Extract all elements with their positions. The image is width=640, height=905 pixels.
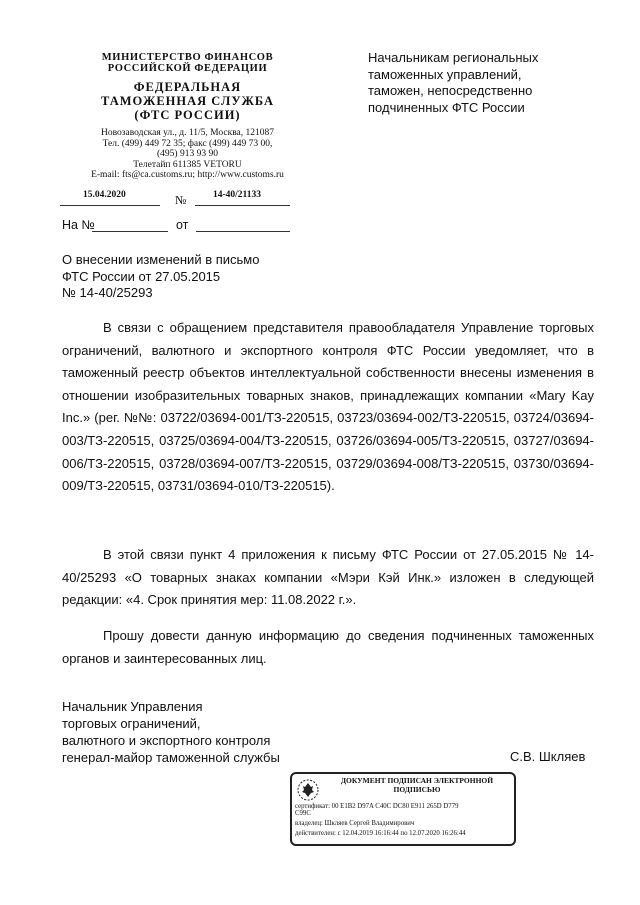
- addressee-line: Начальникам региональных: [368, 50, 539, 65]
- letterhead: [55, 52, 320, 181]
- body-paragraph-2: [62, 544, 594, 612]
- ref-label: На №: [62, 218, 95, 232]
- stamp-title-line: ПОДПИСЬЮ: [393, 785, 441, 794]
- stamp-title: [324, 776, 510, 794]
- paragraph-text: В связи с обращением представителя правообладателя Управление торговых ограничений, валютного и экспортного контроля ФТС России уведомляет, что в таможенный реестр объектов интеллектуальной собственности внесены изменения в отношении изобразительных товарных знаков, принадлежащих компании «Mary Kay Inc.» (рег. №№: 03722/03694-001/ТЗ-220515, 03723/03694-002/ТЗ-220515, 03724/03694-003/ТЗ-220515, 03725/03694-004/ТЗ-220515, 03726/03694-005/ТЗ-220515, 03727/03694-006/ТЗ-220515, 03728/03694-007/ТЗ-220515, 03729/03694-008/ТЗ-220515, 03730/03694-009/ТЗ-220515, 03731/03694-010/ТЗ-220515).: [62, 320, 594, 494]
- body-paragraph-1: [62, 317, 594, 498]
- stamp-certificate-cont: C99C: [295, 810, 311, 817]
- phone-line: Тел. (499) 449 72 35; факс (499) 449 73 00,: [102, 138, 273, 149]
- addressee-line: таможенных управлений,: [368, 66, 522, 82]
- address-block: [55, 128, 320, 181]
- signer-name: С.В. Шкляев: [510, 749, 586, 764]
- phone-line-2: (495) 913 93 90: [157, 149, 218, 159]
- addressee-line: подчиненных ФТС России: [368, 99, 525, 115]
- date-underline: [60, 205, 160, 206]
- subject-block: [62, 252, 342, 302]
- signature-title-line: Начальник Управления: [62, 699, 203, 714]
- stamp-title-line: ДОКУМЕНТ ПОДПИСАН ЭЛЕКТРОННОЙ: [340, 776, 494, 785]
- subject-line: ФТС России от 27.05.2015: [62, 268, 221, 284]
- service-line-1: ФЕДЕРАЛЬНАЯ: [133, 80, 242, 94]
- ministry-line-2: РОССИЙСКОЙ ФЕДЕРАЦИИ: [107, 63, 268, 74]
- ref-from-label: от: [176, 218, 189, 232]
- stamp-certificate: сертификат: 00 E1B2 D97A C40C DC80 E911 265D D779: [295, 803, 459, 810]
- subject-line: № 14-40/25293: [62, 285, 153, 300]
- signature-title-block: [62, 698, 342, 766]
- signature-title-line: валютного и экспортного контроля: [62, 733, 271, 748]
- body-paragraph-3: [62, 625, 594, 670]
- e-signature-stamp: [290, 772, 516, 846]
- ref-date-underline: [196, 231, 290, 232]
- stamp-validity: действителен: с 12.04.2019 16:16:44 по 12.07.2020 16:26:44: [295, 830, 466, 837]
- service-line-2: ТАМОЖЕННАЯ СЛУЖБА: [101, 94, 274, 108]
- email-line: E-mail: fts@ca.customs.ru; http://www.customs.ru: [91, 170, 284, 180]
- stamp-owner: владелец: Шкляев Сергей Владимирович: [295, 820, 415, 827]
- ref-number-underline: [92, 231, 168, 232]
- address-line: Новозаводская ул., д. 11/5, Москва, 121087: [100, 128, 275, 138]
- teletype-line: Телетайп 611385 VETORU: [133, 159, 242, 170]
- emblem-icon: [296, 778, 320, 802]
- signature-title-line: торговых ограничений,: [62, 716, 201, 731]
- number-underline: [195, 205, 290, 206]
- paragraph-text: Прошу довести данную информацию до сведения подчиненных таможенных органов и заинтересованных лиц.: [62, 628, 594, 666]
- stamp-details: [295, 802, 511, 839]
- subject-line: О внесении изменений в письмо: [62, 252, 260, 267]
- service-line-3: (ФТС РОССИИ): [134, 108, 241, 122]
- addressee-line: таможен, непосредственно: [368, 83, 533, 98]
- number-sign: №: [175, 193, 187, 207]
- registration-number: 14-40/21133: [213, 190, 262, 200]
- signature-title-line: генерал-майор таможенной службы: [62, 750, 280, 765]
- ministry-line-1: МИНИСТЕРСТВО ФИНАНСОВ: [101, 52, 274, 63]
- paragraph-text: В этой связи пункт 4 приложения к письму ФТС России от 27.05.2015 № 14-40/25293 «О товарных знаках компании «Мэри Кэй Инк.» изложен в следующей редакции: «4. Срок принятия мер: 11.08.2022 г.».: [62, 547, 594, 608]
- registration-date: 15.04.2020: [83, 190, 126, 200]
- addressee-block: [368, 50, 618, 116]
